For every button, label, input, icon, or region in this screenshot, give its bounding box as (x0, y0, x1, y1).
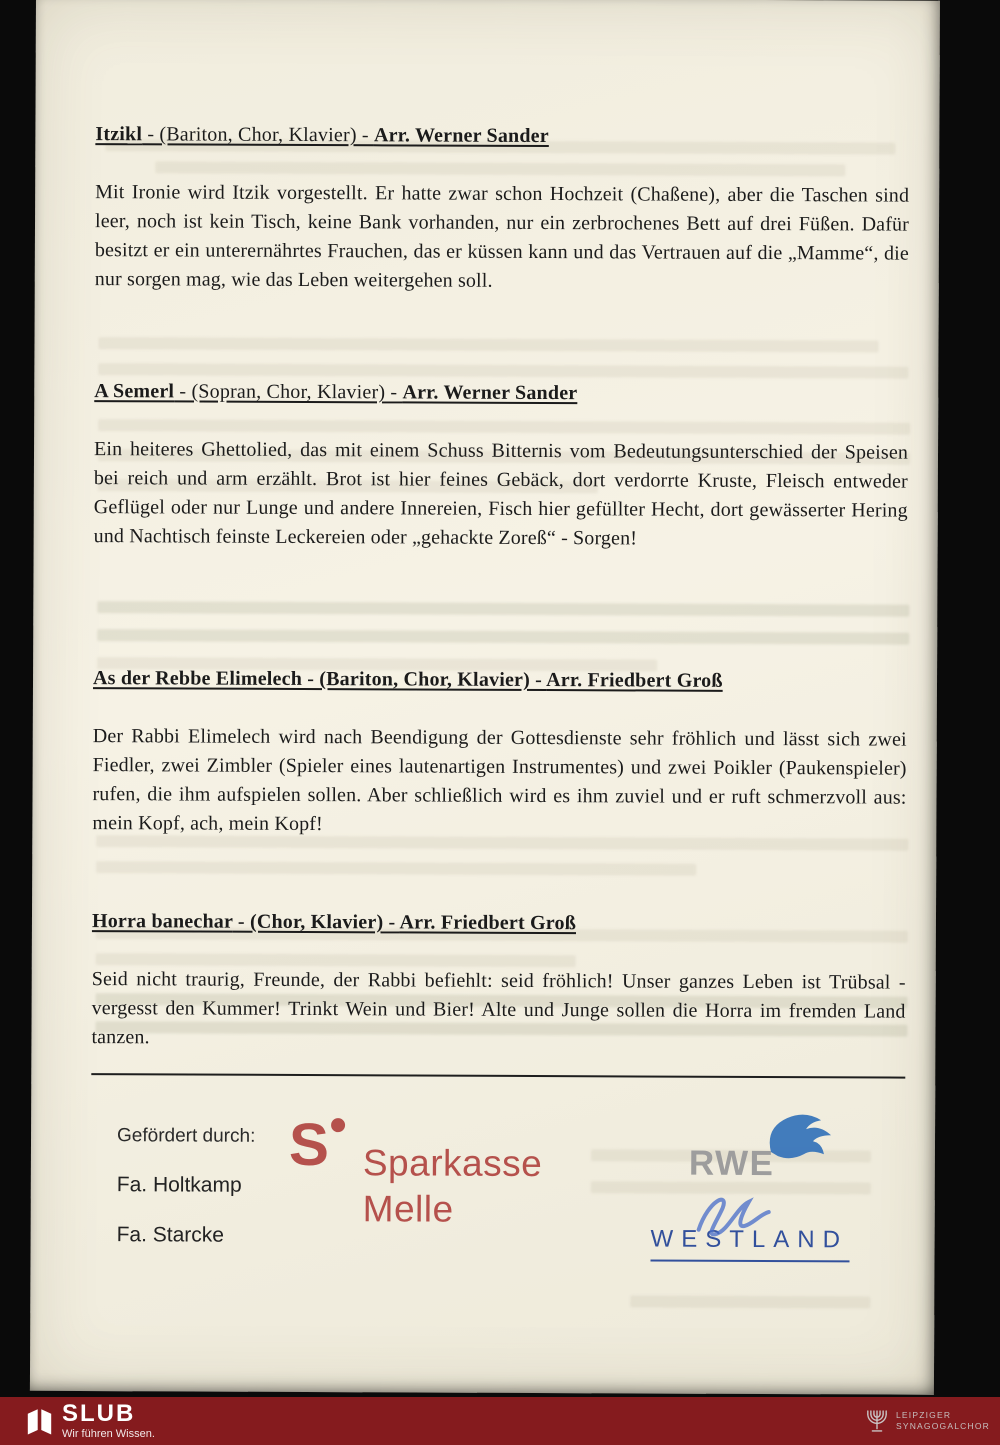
slub-text (62, 1402, 155, 1440)
sponsor-name-holtkamp: Fa. Holtkamp (116, 1173, 242, 1197)
viewer-footer (0, 1397, 1000, 1445)
song-title: A Semerl (94, 380, 175, 403)
synagogalchor-brand[interactable] (864, 1405, 994, 1437)
westland-signature (685, 1188, 785, 1254)
page-content (30, 0, 940, 1395)
song-title: Itzikl (95, 123, 143, 146)
synagogalchor-text (896, 1410, 990, 1431)
song-title: As der Rebbe Elimelech (92, 667, 303, 690)
rwe-icon (763, 1110, 841, 1160)
song-arranger: Arr. Werner Sander (402, 381, 578, 405)
menorah-icon (864, 1405, 890, 1437)
song-description: Seid nicht traurig, Freunde, der Rabbi befiehlt: seid fröhlich! Unser ganzes Leben ist Trübsal - vergesst den Kummer! Trinkt Wein und Bier! Alte und Junge sollen die Horra im fremden Land tanzen. (91, 968, 906, 1049)
scanned-page (30, 0, 940, 1395)
rwe-logo (688, 1106, 905, 1184)
song-section-a-semerl (94, 378, 909, 555)
slub-tagline: Wir führen Wissen. (62, 1428, 155, 1440)
synagogalchor-line1: LEIPZIGER (895, 1410, 952, 1421)
song-section-rebbe-elimelech (92, 665, 907, 842)
divider-line (91, 1073, 905, 1079)
song-arranger: Arr. Friedbert Groß (546, 669, 723, 692)
sparkasse-dot (331, 1118, 345, 1132)
song-description: Der Rabbi Elimelech wird nach Beendigung der Gottesdienste sehr fröhlich und lässt sich zwei Fiedler, zwei Zimbler (Spieler eines lautenartigen Instrumentes) und zwei Poikler (Paukenspieler) rufen, die ihm aufspielen sollen. Aber schließlich wird es ihm zuviel und er ruft schmerzvoll aus: mein Kopf, ach, mein Kopf! (92, 725, 907, 836)
song-heading (92, 908, 906, 938)
song-title: Horra banechar (91, 910, 233, 933)
sponsors-label: Gefördert durch: (116, 1125, 256, 1147)
synagogalchor-line2: SYNAGOGALCHOR (895, 1421, 990, 1431)
song-arranger: Arr. Werner Sander (373, 124, 549, 148)
sparkasse-icon: S (289, 1114, 351, 1180)
song-section-itzikl (95, 121, 910, 298)
song-meta: - (Sopran, Chor, Klavier) - (174, 380, 403, 404)
song-meta: - (Chor, Klavier) - (232, 910, 400, 934)
song-heading (93, 665, 907, 695)
westland-name: WESTLAND (650, 1226, 850, 1263)
song-description: Ein heiteres Ghettolied, das mit einem Schuss Bitternis vom Bedeutungsunterschied der Speisen bei reich und arm erzählt. Brot ist hier feines Gebäck, dort verdorrte Kruste, Fleisch entweder Geflügel oder nur Lunge und andere Innereien, Fisch hier gefüllter Hecht, dort gewässerter Hering und Nachtisch feinste Leckereien oder „gehackte Zoreß“ - Sorgen! (93, 438, 909, 550)
slub-book-icon (26, 1407, 53, 1435)
song-meta: - (Bariton, Chor, Klavier) - (142, 123, 375, 147)
song-meta: - (Bariton, Chor, Klavier) - (301, 667, 547, 692)
slub-name: SLUB (62, 1400, 136, 1427)
rwe-name: RWE (688, 1143, 775, 1184)
sparkasse-name: Sparkasse (362, 1142, 543, 1185)
westland-logo (650, 1226, 900, 1297)
sponsors-block (90, 1103, 905, 1327)
song-heading (94, 378, 908, 408)
sparkasse-city: Melle (362, 1188, 454, 1230)
song-description: Mit Ironie wird Itzik vorgestellt. Er hatte zwar schon Hochzeit (Chaßene), aber die Taschen sind leer, noch ist kein Tisch, keine Bank vorhanden, nur ein zerbrochenes Bett auf drei Füßen. Dafür besitzt er ein unterernährtes Frauchen, das er küssen kann und das Vertrauen auf die „Mamme“, die nur sorgen mag, wie das Leben weitergehen soll. (94, 181, 910, 292)
song-section-horra-banechar (91, 908, 906, 1056)
sparkasse-logo (363, 1140, 543, 1233)
slub-brand[interactable] (26, 1402, 155, 1440)
sponsor-name-starcke: Fa. Starcke (116, 1223, 225, 1247)
song-arranger: Arr. Friedbert Groß (399, 911, 577, 935)
song-heading (95, 121, 909, 151)
